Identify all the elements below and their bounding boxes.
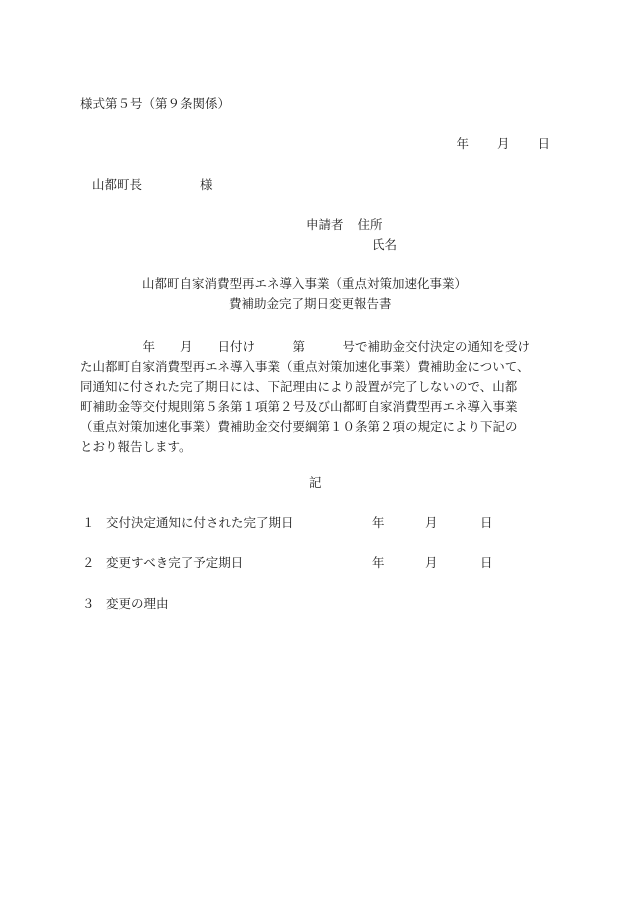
item2-day-label: 日 [480, 555, 493, 570]
item-change-reason [82, 598, 169, 611]
item-number: １ [82, 515, 95, 530]
date-year-label: 年 [456, 136, 469, 151]
addressee [92, 179, 213, 192]
item1-year-label: 年 [372, 515, 385, 530]
item-label: 交付決定通知に付された完了期日 [106, 515, 294, 530]
body-line: とおり報告します。 [80, 439, 192, 454]
addressee-name: 山都町長 [92, 177, 143, 192]
item-label: 変更すべき完了予定期日 [106, 555, 244, 570]
item-new-deadline [82, 557, 243, 570]
document-title-line1: 山都町自家消費型再エネ導入事業（重点対策加速化事業） [142, 276, 468, 291]
body-line: （重点対策加速化事業）費補助金交付要綱第１０条第２項の規定により下記の [80, 419, 518, 434]
body-line: 同通知に付された完了期日には、下記理由により設置が完了しないので、山都 [80, 379, 518, 394]
date-day-label: 日 [537, 136, 550, 151]
date-month-label: 月 [496, 136, 510, 151]
item-label: 変更の理由 [106, 596, 169, 611]
form-number: 様式第５号（第９条関係） [80, 96, 231, 111]
item2-year-label: 年 [372, 555, 385, 570]
addressee-honorific: 様 [200, 177, 213, 192]
item1-day-label: 日 [480, 515, 493, 530]
item1-month-label: 月 [425, 515, 438, 530]
item-original-deadline [82, 517, 294, 530]
item-number: ２ [82, 555, 95, 570]
document-title-line2: 費補助金完了期日変更報告書 [229, 296, 392, 311]
body-line: 年 月 日付け 第 号で補助金交付決定の通知を受け [80, 339, 531, 354]
applicant-label: 申請者 [306, 217, 344, 232]
address-label: 住所 [357, 217, 383, 232]
item-number: ３ [82, 596, 95, 611]
report-body [80, 337, 552, 457]
ki-heading: 記 [309, 475, 322, 490]
submission-date [456, 138, 550, 151]
applicant-address [306, 219, 383, 232]
body-line: 町補助金等交付規則第５条第１項第２号及び山都町自家消費型再エネ導入事業 [80, 399, 518, 414]
applicant-name-label: 氏名 [372, 237, 398, 252]
body-line: た山都町自家消費型再エネ導入事業（重点対策加速化事業）費補助金について、 [80, 359, 530, 374]
item2-month-label: 月 [425, 555, 438, 570]
